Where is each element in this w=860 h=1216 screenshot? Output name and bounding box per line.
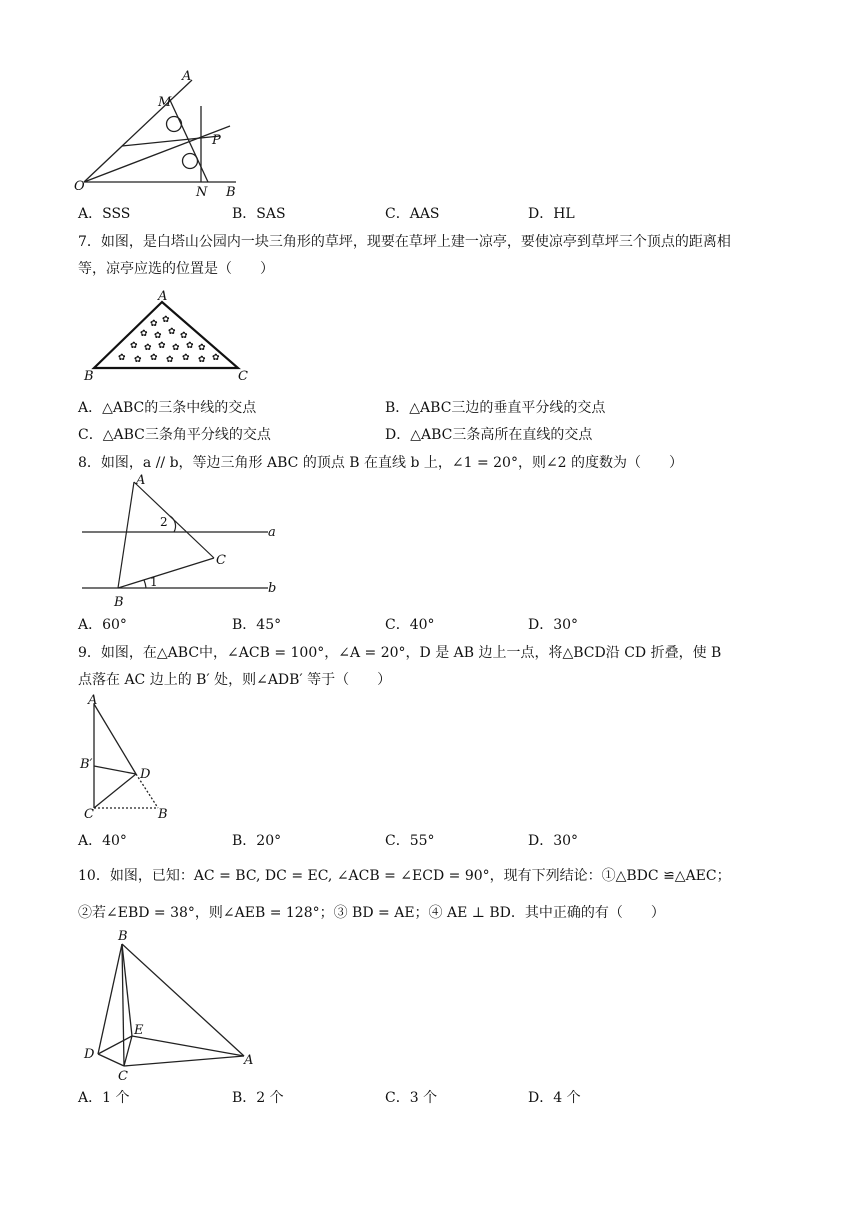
q10-label-E: E: [134, 1023, 144, 1038]
svg-text:✿: ✿: [198, 343, 206, 353]
svg-text:✿: ✿: [186, 341, 194, 351]
q10-label-D: D: [84, 1047, 95, 1062]
svg-text:✿: ✿: [150, 353, 158, 363]
q10-stem-line1: 10．如图，已知：AC = BC, DC = EC, ∠ACB = ∠ECD = 90°，现有下列结论：①△BDC ≌△AEC；: [78, 868, 731, 884]
q9-option-c: C．55°: [385, 833, 435, 849]
q9-figure: [78, 692, 178, 822]
q8-label-A: A: [136, 474, 146, 488]
q9-label-A: A: [88, 693, 98, 708]
q6-label-O: O: [74, 179, 85, 194]
q6-label-B: B: [226, 185, 236, 200]
q9-label-D: D: [140, 767, 151, 782]
q7-label-A: A: [158, 289, 168, 304]
q6-label-A: A: [182, 69, 192, 84]
q8-option-c: C．40°: [385, 617, 435, 633]
q7-stem-line2: 等，凉亭应选的位置是（ ）: [78, 261, 274, 277]
q9-label-B-prime: B′: [80, 757, 93, 772]
q7-option-a: A．△ABC的三条中线的交点: [78, 400, 257, 416]
svg-text:✿: ✿: [212, 353, 220, 363]
q7-option-b: B．△ABC三边的垂直平分线的交点: [385, 400, 606, 416]
q10-label-B: B: [118, 929, 128, 944]
q9-option-a: A．40°: [78, 833, 127, 849]
svg-text:✿: ✿: [158, 341, 166, 351]
q7-label-B: B: [84, 369, 94, 384]
svg-text:✿: ✿: [134, 355, 142, 365]
svg-text:✿: ✿: [198, 355, 206, 365]
q9-stem-line1: 9．如图，在△ABC中，∠ACB = 100°，∠A = 20°，D 是 AB 边上一点，将△BCD沿 CD 折叠，使 B: [78, 645, 722, 661]
q10-option-b: B．2 个: [232, 1090, 284, 1106]
q6-label-M: M: [158, 95, 172, 110]
q10-stem-line2: ②若∠EBD = 38°，则∠AEB = 128°；③ BD = AE；④ AE ⊥ BD．其中正确的有（ ）: [78, 905, 665, 921]
q9-stem-line2: 点落在 AC 边上的 B′ 处，则∠ADB′ 等于（ ）: [78, 672, 392, 688]
q8-label-a: a: [268, 525, 276, 540]
q8-option-d: D．30°: [528, 617, 579, 633]
q7-figure: [80, 288, 255, 386]
q8-label-angle1: 1: [150, 575, 158, 589]
q9-label-C: C: [84, 807, 94, 822]
q10-option-d: D．4 个: [528, 1090, 581, 1106]
q8-option-a: A．60°: [78, 617, 127, 633]
q7-stem-line1: 7．如图，是白塔山公园内一块三角形的草坪，现要在草坪上建一凉亭，要使凉亭到草坪三个顶点的距离相: [78, 234, 731, 250]
q8-option-b: B．45°: [232, 617, 282, 633]
svg-text:✿: ✿: [182, 353, 190, 363]
q10-figure: [80, 926, 260, 1086]
q7-option-c: C．△ABC三条角平分线的交点: [78, 427, 271, 443]
svg-text:✿: ✿: [118, 353, 126, 363]
svg-text:✿: ✿: [166, 355, 174, 365]
q6-figure: [70, 68, 250, 200]
q8-label-b: b: [268, 581, 277, 596]
q6-option-c: C．AAS: [385, 206, 440, 222]
q6-option-d: D．HL: [528, 206, 575, 222]
q7-option-d: D．△ABC三条高所在直线的交点: [385, 427, 593, 443]
q8-label-B: B: [114, 595, 124, 610]
q10-option-a: A．1 个: [78, 1090, 130, 1106]
svg-text:✿: ✿: [150, 319, 158, 329]
svg-text:✿: ✿: [144, 343, 152, 353]
q10-option-c: C．3 个: [385, 1090, 438, 1106]
q8-label-angle2: 2: [160, 515, 168, 529]
q8-stem-line1: 8．如图，a // b，等边三角形 ABC 的顶点 B 在直线 b 上，∠1 = 20°，则∠2 的度数为（ ）: [78, 455, 684, 471]
q10-label-C: C: [118, 1069, 128, 1084]
q9-option-b: B．20°: [232, 833, 282, 849]
svg-text:✿: ✿: [130, 341, 138, 351]
q6-option-a: A．SSS: [78, 206, 131, 222]
svg-text:✿: ✿: [180, 331, 188, 341]
q8-figure: [78, 474, 288, 614]
q7-label-C: C: [238, 369, 248, 384]
svg-text:✿: ✿: [140, 329, 148, 339]
q8-label-C: C: [216, 553, 226, 568]
svg-text:✿: ✿: [168, 327, 176, 337]
q9-label-B: B: [158, 807, 168, 822]
svg-text:✿: ✿: [162, 315, 170, 325]
q6-label-P: P: [212, 133, 221, 148]
q10-label-A: A: [244, 1053, 254, 1068]
svg-text:✿: ✿: [154, 331, 162, 341]
q6-option-b: B．SAS: [232, 206, 286, 222]
q6-label-N: N: [196, 185, 208, 200]
q9-option-d: D．30°: [528, 833, 579, 849]
svg-text:✿: ✿: [172, 343, 180, 353]
